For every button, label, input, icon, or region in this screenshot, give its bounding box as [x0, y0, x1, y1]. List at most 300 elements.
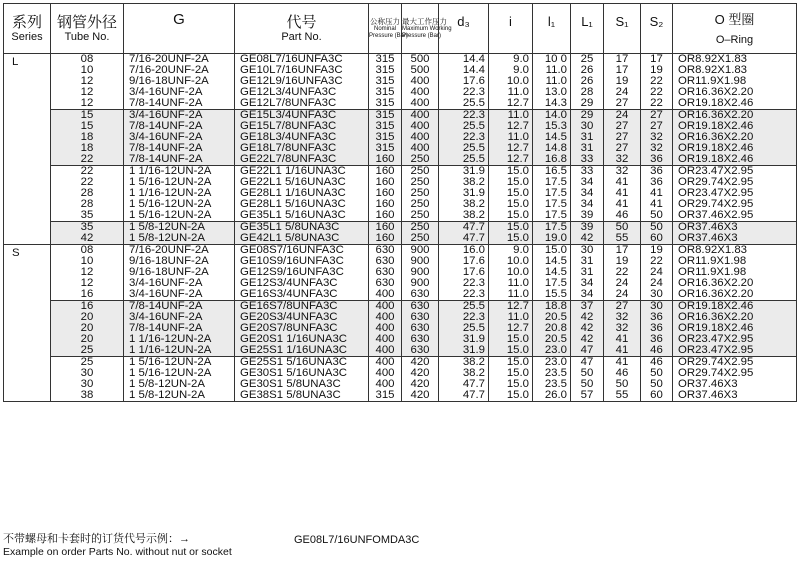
header-l1-large: L₁	[571, 4, 604, 54]
cell-g-thread: 1 1/16-12UN-2A	[124, 166, 235, 178]
cell-o-ring: OR11.9X1.98	[673, 267, 797, 278]
cell-max-pressure: 250	[402, 210, 439, 222]
series-label: L	[4, 54, 51, 245]
cell-g-thread: 1 1/16-12UN-2A	[124, 188, 235, 199]
cell-s2: 22	[641, 76, 673, 87]
cell-part-no: GE12L3/4UNFA3C	[235, 87, 369, 98]
cell-max-pressure: 630	[402, 289, 439, 301]
cell-d3: 22.3	[439, 87, 489, 98]
order-example-part-no: GE08L7/16UNFOMDA3C	[294, 534, 420, 546]
cell-l1-large: 33	[571, 166, 604, 178]
cell-i: 15.0	[489, 345, 533, 357]
table-row	[4, 390, 797, 402]
cell-d3: 22.3	[439, 312, 489, 323]
cell-part-no: GE16S3/4UNFA3C	[235, 289, 369, 301]
order-note-chinese: 不带螺母和卡套时的订货代号示例：→	[3, 533, 190, 545]
cell-s2: 19	[641, 65, 673, 76]
cell-s2: 32	[641, 143, 673, 154]
cell-g-thread: 1 5/8-12UN-2A	[124, 222, 235, 234]
cell-nominal-pressure: 400	[369, 368, 402, 379]
cell-s2: 36	[641, 334, 673, 345]
cell-tube-no: 15	[51, 121, 124, 132]
cell-s1: 17	[604, 245, 641, 257]
cell-s2: 36	[641, 177, 673, 188]
cell-o-ring: OR29.74X2.95	[673, 357, 797, 369]
cell-s1: 50	[604, 379, 641, 390]
cell-l1-small: 17.5	[533, 177, 571, 188]
cell-part-no: GE12S3/4UNFA3C	[235, 278, 369, 289]
cell-s1: 24	[604, 289, 641, 301]
cell-tube-no: 30	[51, 379, 124, 390]
cell-nominal-pressure: 160	[369, 154, 402, 166]
cell-max-pressure: 400	[402, 87, 439, 98]
header-s2: S₂	[641, 4, 673, 54]
cell-l1-large: 47	[571, 357, 604, 369]
cell-part-no: GE10L7/16UNFA3C	[235, 65, 369, 76]
cell-o-ring: OR11.9X1.98	[673, 256, 797, 267]
table-row	[4, 154, 797, 166]
cell-o-ring: OR23.47X2.95	[673, 334, 797, 345]
cell-part-no: GE30S1 5/16UNA3C	[235, 368, 369, 379]
cell-tube-no: 20	[51, 334, 124, 345]
cell-nominal-pressure: 630	[369, 278, 402, 289]
cell-s1: 41	[604, 357, 641, 369]
cell-l1-large: 34	[571, 199, 604, 210]
cell-s2: 24	[641, 278, 673, 289]
cell-o-ring: OR37.46X3	[673, 233, 797, 245]
cell-d3: 14.4	[439, 65, 489, 76]
header-row	[4, 4, 797, 54]
cell-nominal-pressure: 160	[369, 210, 402, 222]
cell-s2: 36	[641, 154, 673, 166]
cell-d3: 31.9	[439, 345, 489, 357]
cell-tube-no: 42	[51, 233, 124, 245]
cell-l1-large: 34	[571, 278, 604, 289]
cell-g-thread: 1 5/16-12UN-2A	[124, 357, 235, 369]
cell-s1: 27	[604, 121, 641, 132]
cell-l1-small: 17.5	[533, 188, 571, 199]
cell-max-pressure: 400	[402, 143, 439, 154]
cell-g-thread: 1 5/16-12UN-2A	[124, 210, 235, 222]
cell-max-pressure: 400	[402, 121, 439, 132]
cell-o-ring: OR37.46X2.95	[673, 210, 797, 222]
cell-l1-large: 47	[571, 345, 604, 357]
cell-part-no: GE20S1 1/16UNA3C	[235, 334, 369, 345]
cell-g-thread: 9/16-18UNF-2A	[124, 76, 235, 87]
cell-max-pressure: 630	[402, 312, 439, 323]
cell-g-thread: 7/16-20UNF-2A	[124, 65, 235, 76]
cell-l1-small: 17.5	[533, 210, 571, 222]
cell-s2: 27	[641, 110, 673, 122]
cell-part-no: GE18L3/4UNFA3C	[235, 132, 369, 143]
cell-max-pressure: 400	[402, 76, 439, 87]
cell-max-pressure: 250	[402, 199, 439, 210]
cell-g-thread: 1 1/16-12UN-2A	[124, 334, 235, 345]
cell-i: 10.0	[489, 267, 533, 278]
cell-s2: 50	[641, 368, 673, 379]
cell-l1-small: 14.0	[533, 110, 571, 122]
cell-l1-large: 29	[571, 110, 604, 122]
cell-tube-no: 08	[51, 245, 124, 257]
cell-d3: 47.7	[439, 390, 489, 402]
cell-tube-no: 16	[51, 289, 124, 301]
cell-tube-no: 25	[51, 357, 124, 369]
cell-s2: 46	[641, 357, 673, 369]
header-g: G	[124, 4, 235, 54]
cell-o-ring: OR16.36X2.20	[673, 132, 797, 143]
cell-g-thread: 1 5/8-12UN-2A	[124, 233, 235, 245]
cell-i: 15.0	[489, 357, 533, 369]
cell-max-pressure: 400	[402, 98, 439, 110]
cell-nominal-pressure: 160	[369, 222, 402, 234]
cell-o-ring: OR29.74X2.95	[673, 199, 797, 210]
cell-i: 12.7	[489, 323, 533, 334]
cell-i: 15.0	[489, 222, 533, 234]
cell-nominal-pressure: 160	[369, 188, 402, 199]
cell-nominal-pressure: 400	[369, 323, 402, 334]
cell-g-thread: 3/4-16UNF-2A	[124, 132, 235, 143]
header-nominal-pressure: 公称压力 Nominal Pressure (Bar)	[369, 4, 402, 54]
cell-nominal-pressure: 160	[369, 199, 402, 210]
cell-o-ring: OR16.36X2.20	[673, 278, 797, 289]
cell-nominal-pressure: 315	[369, 121, 402, 132]
cell-nominal-pressure: 315	[369, 65, 402, 76]
cell-s2: 60	[641, 390, 673, 402]
cell-nominal-pressure: 400	[369, 289, 402, 301]
cell-part-no: GE42L1 5/8UNA3C	[235, 233, 369, 245]
cell-l1-large: 34	[571, 188, 604, 199]
cell-l1-small: 16.5	[533, 166, 571, 178]
cell-s2: 32	[641, 132, 673, 143]
cell-tube-no: 30	[51, 368, 124, 379]
cell-g-thread: 1 1/16-12UN-2A	[124, 345, 235, 357]
cell-max-pressure: 250	[402, 188, 439, 199]
cell-l1-small: 11.0	[533, 65, 571, 76]
cell-i: 10.0	[489, 76, 533, 87]
cell-s1: 32	[604, 323, 641, 334]
cell-i: 9.0	[489, 65, 533, 76]
order-note	[3, 533, 232, 559]
cell-l1-small: 16.8	[533, 154, 571, 166]
cell-i: 9.0	[489, 54, 533, 66]
cell-tube-no: 16	[51, 301, 124, 313]
cell-i: 11.0	[489, 312, 533, 323]
cell-max-pressure: 630	[402, 334, 439, 345]
cell-tube-no: 18	[51, 132, 124, 143]
cell-part-no: GE20S7/8UNFA3C	[235, 323, 369, 334]
cell-i: 11.0	[489, 87, 533, 98]
cell-tube-no: 12	[51, 267, 124, 278]
cell-tube-no: 22	[51, 154, 124, 166]
cell-s1: 41	[604, 177, 641, 188]
cell-l1-large: 34	[571, 289, 604, 301]
cell-max-pressure: 250	[402, 233, 439, 245]
cell-s1: 27	[604, 301, 641, 313]
cell-l1-small: 26.0	[533, 390, 571, 402]
cell-s2: 22	[641, 87, 673, 98]
cell-l1-large: 42	[571, 312, 604, 323]
cell-l1-large: 30	[571, 245, 604, 257]
cell-l1-small: 11.0	[533, 76, 571, 87]
cell-part-no: GE25S1 5/16UNA3C	[235, 357, 369, 369]
cell-s2: 17	[641, 54, 673, 66]
cell-nominal-pressure: 315	[369, 98, 402, 110]
cell-i: 12.7	[489, 121, 533, 132]
cell-d3: 17.6	[439, 76, 489, 87]
cell-d3: 31.9	[439, 166, 489, 178]
cell-part-no: GE30S1 5/8UNA3C	[235, 379, 369, 390]
cell-s1: 27	[604, 132, 641, 143]
cell-d3: 47.7	[439, 379, 489, 390]
cell-nominal-pressure: 400	[369, 379, 402, 390]
cell-s2: 41	[641, 199, 673, 210]
cell-l1-small: 15.0	[533, 245, 571, 257]
cell-max-pressure: 250	[402, 154, 439, 166]
cell-i: 12.7	[489, 301, 533, 313]
cell-tube-no: 15	[51, 110, 124, 122]
cell-max-pressure: 250	[402, 177, 439, 188]
cell-i: 12.7	[489, 98, 533, 110]
cell-l1-large: 50	[571, 368, 604, 379]
cell-o-ring: OR16.36X2.20	[673, 110, 797, 122]
cell-i: 11.0	[489, 289, 533, 301]
cell-max-pressure: 630	[402, 323, 439, 334]
cell-i: 15.0	[489, 210, 533, 222]
cell-l1-large: 31	[571, 143, 604, 154]
cell-s2: 22	[641, 256, 673, 267]
cell-i: 15.0	[489, 334, 533, 345]
cell-tube-no: 35	[51, 222, 124, 234]
cell-l1-large: 34	[571, 177, 604, 188]
cell-l1-large: 50	[571, 379, 604, 390]
cell-l1-large: 42	[571, 334, 604, 345]
cell-s2: 50	[641, 210, 673, 222]
cell-l1-small: 23.0	[533, 357, 571, 369]
cell-nominal-pressure: 630	[369, 256, 402, 267]
cell-part-no: GE35L1 5/8UNA3C	[235, 222, 369, 234]
cell-max-pressure: 420	[402, 390, 439, 402]
cell-part-no: GE08S7/16UNFA3C	[235, 245, 369, 257]
cell-nominal-pressure: 160	[369, 177, 402, 188]
cell-l1-large: 31	[571, 267, 604, 278]
cell-nominal-pressure: 315	[369, 132, 402, 143]
cell-max-pressure: 420	[402, 357, 439, 369]
cell-d3: 25.5	[439, 323, 489, 334]
cell-g-thread: 7/8-14UNF-2A	[124, 121, 235, 132]
cell-l1-small: 17.5	[533, 199, 571, 210]
header-d3: d₃	[439, 4, 489, 54]
cell-l1-small: 13.0	[533, 87, 571, 98]
cell-part-no: GE22L1 5/16UNA3C	[235, 177, 369, 188]
cell-nominal-pressure: 315	[369, 143, 402, 154]
cell-l1-small: 17.5	[533, 222, 571, 234]
cell-o-ring: OR23.47X2.95	[673, 166, 797, 178]
cell-g-thread: 7/8-14UNF-2A	[124, 98, 235, 110]
cell-i: 15.0	[489, 188, 533, 199]
cell-o-ring: OR19.18X2.46	[673, 301, 797, 313]
cell-max-pressure: 630	[402, 345, 439, 357]
cell-nominal-pressure: 400	[369, 312, 402, 323]
cell-max-pressure: 500	[402, 54, 439, 66]
cell-s1: 32	[604, 312, 641, 323]
cell-s1: 32	[604, 154, 641, 166]
header-s1: S₁	[604, 4, 641, 54]
cell-tube-no: 35	[51, 210, 124, 222]
cell-d3: 25.5	[439, 98, 489, 110]
cell-s2: 41	[641, 188, 673, 199]
cell-l1-small: 10 0	[533, 54, 571, 66]
cell-nominal-pressure: 315	[369, 87, 402, 98]
cell-max-pressure: 250	[402, 222, 439, 234]
cell-part-no: GE08L7/16UNFA3C	[235, 54, 369, 66]
cell-nominal-pressure: 315	[369, 390, 402, 402]
cell-d3: 16.0	[439, 245, 489, 257]
cell-o-ring: OR16.36X2.20	[673, 312, 797, 323]
cell-i: 15.0	[489, 199, 533, 210]
cell-part-no: GE18L7/8UNFA3C	[235, 143, 369, 154]
cell-l1-large: 39	[571, 210, 604, 222]
cell-l1-large: 28	[571, 87, 604, 98]
cell-max-pressure: 900	[402, 245, 439, 257]
cell-part-no: GE20S3/4UNFA3C	[235, 312, 369, 323]
cell-i: 15.0	[489, 177, 533, 188]
cell-d3: 38.2	[439, 357, 489, 369]
cell-o-ring: OR8.92X1.83	[673, 65, 797, 76]
cell-nominal-pressure: 160	[369, 166, 402, 178]
cell-g-thread: 7/8-14UNF-2A	[124, 323, 235, 334]
cell-s1: 46	[604, 368, 641, 379]
cell-max-pressure: 420	[402, 368, 439, 379]
cell-part-no: GE12L9/16UNFA3C	[235, 76, 369, 87]
cell-l1-large: 37	[571, 301, 604, 313]
cell-g-thread: 9/16-18UNF-2A	[124, 267, 235, 278]
cell-max-pressure: 250	[402, 166, 439, 178]
cell-s1: 24	[604, 110, 641, 122]
cell-s2: 36	[641, 323, 673, 334]
cell-o-ring: OR23.47X2.95	[673, 188, 797, 199]
cell-tube-no: 10	[51, 256, 124, 267]
cell-s1: 55	[604, 390, 641, 402]
cell-d3: 47.7	[439, 233, 489, 245]
table-row	[4, 98, 797, 110]
cell-g-thread: 1 5/8-12UN-2A	[124, 379, 235, 390]
header-o-ring: O 型圈 O–Ring	[673, 4, 797, 54]
cell-l1-small: 19.0	[533, 233, 571, 245]
cell-g-thread: 1 5/16-12UN-2A	[124, 199, 235, 210]
cell-tube-no: 10	[51, 65, 124, 76]
cell-s1: 32	[604, 166, 641, 178]
cell-l1-small: 20.5	[533, 334, 571, 345]
fittings-spec-table	[3, 3, 797, 402]
cell-nominal-pressure: 400	[369, 334, 402, 345]
cell-tube-no: 18	[51, 143, 124, 154]
cell-tube-no: 12	[51, 87, 124, 98]
cell-s2: 24	[641, 267, 673, 278]
cell-i: 10.0	[489, 256, 533, 267]
cell-tube-no: 22	[51, 177, 124, 188]
cell-l1-large: 42	[571, 233, 604, 245]
cell-s1: 41	[604, 199, 641, 210]
cell-s2: 60	[641, 233, 673, 245]
cell-tube-no: 08	[51, 54, 124, 66]
header-tube-no: 钢管外径 Tube No.	[51, 4, 124, 54]
cell-s1: 50	[604, 222, 641, 234]
cell-max-pressure: 400	[402, 110, 439, 122]
cell-i: 15.0	[489, 379, 533, 390]
cell-l1-large: 30	[571, 121, 604, 132]
cell-tube-no: 12	[51, 278, 124, 289]
cell-g-thread: 7/16-20UNF-2A	[124, 54, 235, 66]
cell-o-ring: OR37.46X3	[673, 222, 797, 234]
cell-o-ring: OR19.18X2.46	[673, 98, 797, 110]
cell-part-no: GE10S9/16UNFA3C	[235, 256, 369, 267]
cell-s1: 22	[604, 267, 641, 278]
cell-g-thread: 3/4-16UNF-2A	[124, 87, 235, 98]
cell-nominal-pressure: 400	[369, 301, 402, 313]
cell-l1-small: 14.5	[533, 132, 571, 143]
cell-nominal-pressure: 315	[369, 76, 402, 87]
cell-d3: 14.4	[439, 54, 489, 66]
cell-g-thread: 3/4-16UNF-2A	[124, 289, 235, 301]
cell-max-pressure: 500	[402, 65, 439, 76]
cell-part-no: GE15L7/8UNFA3C	[235, 121, 369, 132]
cell-tube-no: 25	[51, 345, 124, 357]
cell-l1-small: 20.5	[533, 312, 571, 323]
cell-o-ring: OR8.92X1.83	[673, 245, 797, 257]
cell-nominal-pressure: 315	[369, 54, 402, 66]
cell-nominal-pressure: 160	[369, 233, 402, 245]
cell-i: 12.7	[489, 154, 533, 166]
header-max-working-pressure: 最大工作压力 Maximum Working Pressure (Bar)	[402, 4, 439, 54]
cell-s1: 41	[604, 334, 641, 345]
cell-s1: 17	[604, 65, 641, 76]
cell-i: 12.7	[489, 143, 533, 154]
cell-d3: 22.3	[439, 132, 489, 143]
cell-s1: 17	[604, 54, 641, 66]
cell-o-ring: OR19.18X2.46	[673, 154, 797, 166]
cell-g-thread: 1 5/16-12UN-2A	[124, 177, 235, 188]
cell-tube-no: 28	[51, 188, 124, 199]
cell-l1-large: 31	[571, 256, 604, 267]
cell-l1-large: 33	[571, 154, 604, 166]
cell-max-pressure: 900	[402, 267, 439, 278]
cell-max-pressure: 400	[402, 132, 439, 143]
cell-i: 15.0	[489, 368, 533, 379]
cell-s2: 19	[641, 245, 673, 257]
cell-part-no: GE16S7/8UNFA3C	[235, 301, 369, 313]
cell-g-thread: 3/4-16UNF-2A	[124, 110, 235, 122]
cell-o-ring: OR37.46X3	[673, 379, 797, 390]
cell-tube-no: 12	[51, 98, 124, 110]
cell-s2: 22	[641, 98, 673, 110]
order-note-english: Example on order Parts No. without nut or socket	[3, 546, 232, 558]
cell-s1: 27	[604, 143, 641, 154]
cell-s2: 46	[641, 345, 673, 357]
cell-l1-small: 14.5	[533, 267, 571, 278]
cell-l1-large: 26	[571, 76, 604, 87]
cell-tube-no: 38	[51, 390, 124, 402]
cell-s1: 27	[604, 98, 641, 110]
header-l1-small: l₁	[533, 4, 571, 54]
cell-i: 11.0	[489, 278, 533, 289]
cell-g-thread: 7/8-14UNF-2A	[124, 301, 235, 313]
cell-o-ring: OR16.36X2.20	[673, 289, 797, 301]
cell-part-no: GE22L1 1/16UNA3C	[235, 166, 369, 178]
cell-d3: 17.6	[439, 267, 489, 278]
cell-nominal-pressure: 400	[369, 357, 402, 369]
cell-o-ring: OR29.74X2.95	[673, 368, 797, 379]
cell-g-thread: 7/8-14UNF-2A	[124, 154, 235, 166]
